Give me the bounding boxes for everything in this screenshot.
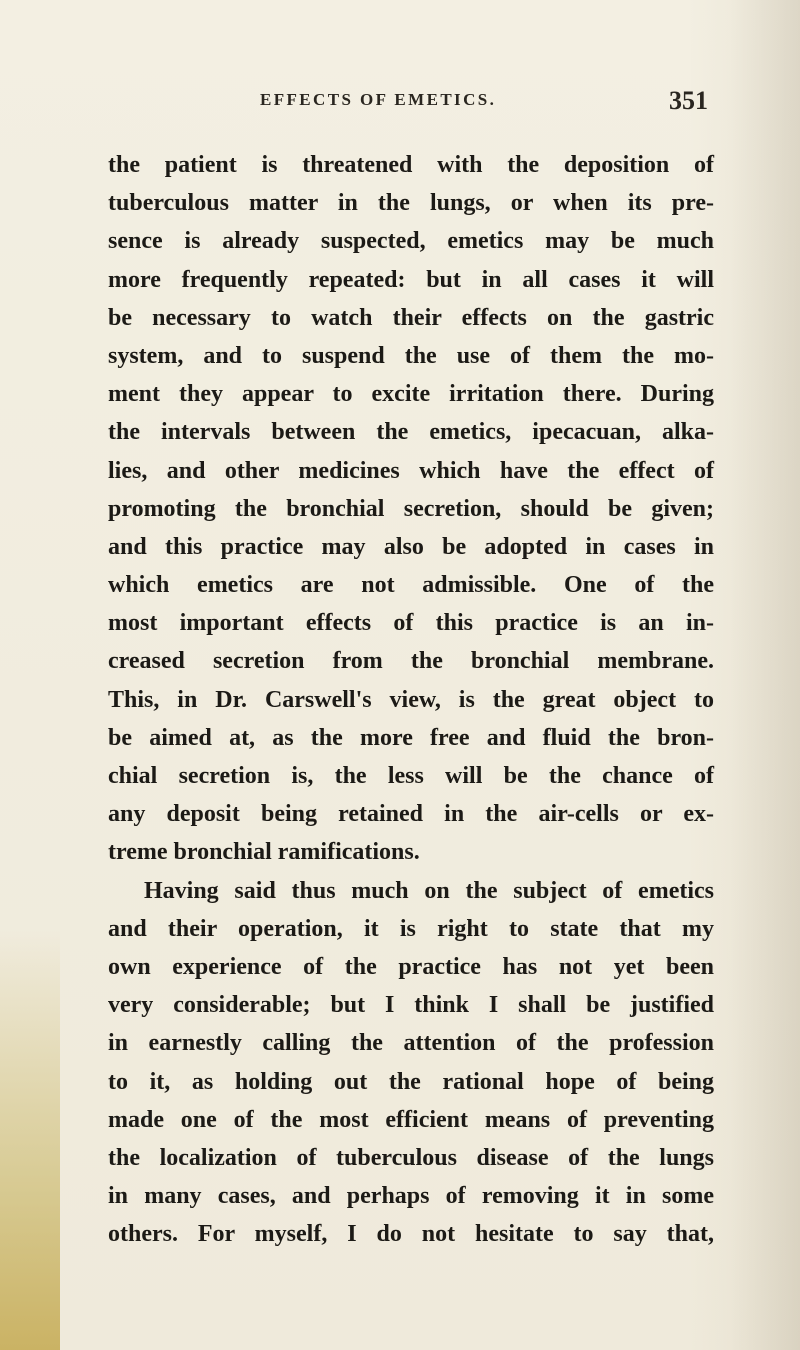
text-line: This, in Dr. Carswell's view, is the great object to bbox=[108, 686, 714, 713]
text-line: to it, as holding out the rational hope of being bbox=[108, 1068, 714, 1095]
text-line: and their operation, it is right to state that my bbox=[108, 915, 714, 942]
text-line: in many cases, and perhaps of removing it in some bbox=[108, 1183, 714, 1210]
text-line: the intervals between the emetics, ipecacuan, alka- bbox=[108, 419, 714, 446]
text-line: sence is already suspected, emetics may be much bbox=[108, 228, 714, 255]
text-line: own experience of the practice has not yet been bbox=[108, 953, 714, 980]
text-line: very considerable; but I think I shall be justified bbox=[108, 992, 714, 1019]
text-line: and this practice may also be adopted in cases in bbox=[108, 533, 714, 560]
text-line: ment they appear to excite irritation there. During bbox=[108, 381, 714, 408]
page-stain bbox=[0, 930, 60, 1350]
text-line: the patient is threatened with the deposition of bbox=[108, 152, 714, 178]
page-fold-shadow bbox=[730, 0, 800, 1350]
paragraph-end-line: treme bronchial ramifications. bbox=[108, 839, 420, 866]
running-head-title: EFFECTS OF EMETICS. bbox=[260, 90, 497, 109]
text-line: others. For myself, I do not hesitate to say that, bbox=[108, 1221, 714, 1248]
text-line: creased secretion from the bronchial membrane. bbox=[108, 648, 714, 675]
text-line: system, and to suspend the use of them the mo- bbox=[108, 342, 714, 369]
text-line: be necessary to watch their effects on the gastric bbox=[108, 304, 714, 331]
body-text bbox=[108, 146, 714, 1253]
page-number: 351 bbox=[669, 86, 708, 115]
text-line: tuberculous matter in the lungs, or when its pre- bbox=[108, 190, 714, 217]
text-line: be aimed at, as the more free and fluid the bron- bbox=[108, 724, 714, 751]
text-line: chial secretion is, the less will be the chance of bbox=[108, 763, 714, 789]
text-line: which emetics are not admissible. One of the bbox=[108, 572, 714, 599]
running-head bbox=[108, 86, 708, 126]
text-line: most important effects of this practice is an in- bbox=[108, 610, 714, 637]
text-line: promoting the bronchial secretion, should be given; bbox=[108, 495, 714, 522]
paragraph-start-line: Having said thus much on the subject of emetics bbox=[144, 877, 714, 904]
text-line: more frequently repeated: but in all cases it will bbox=[108, 266, 714, 293]
text-line: made one of the most efficient means of preventing bbox=[108, 1106, 714, 1133]
text-line: any deposit being retained in the air-cells or ex- bbox=[108, 801, 714, 828]
text-line: the localization of tuberculous disease of the lungs bbox=[108, 1144, 714, 1171]
text-line: lies, and other medicines which have the effect of bbox=[108, 457, 714, 484]
text-line: in earnestly calling the attention of the profession bbox=[108, 1030, 714, 1057]
